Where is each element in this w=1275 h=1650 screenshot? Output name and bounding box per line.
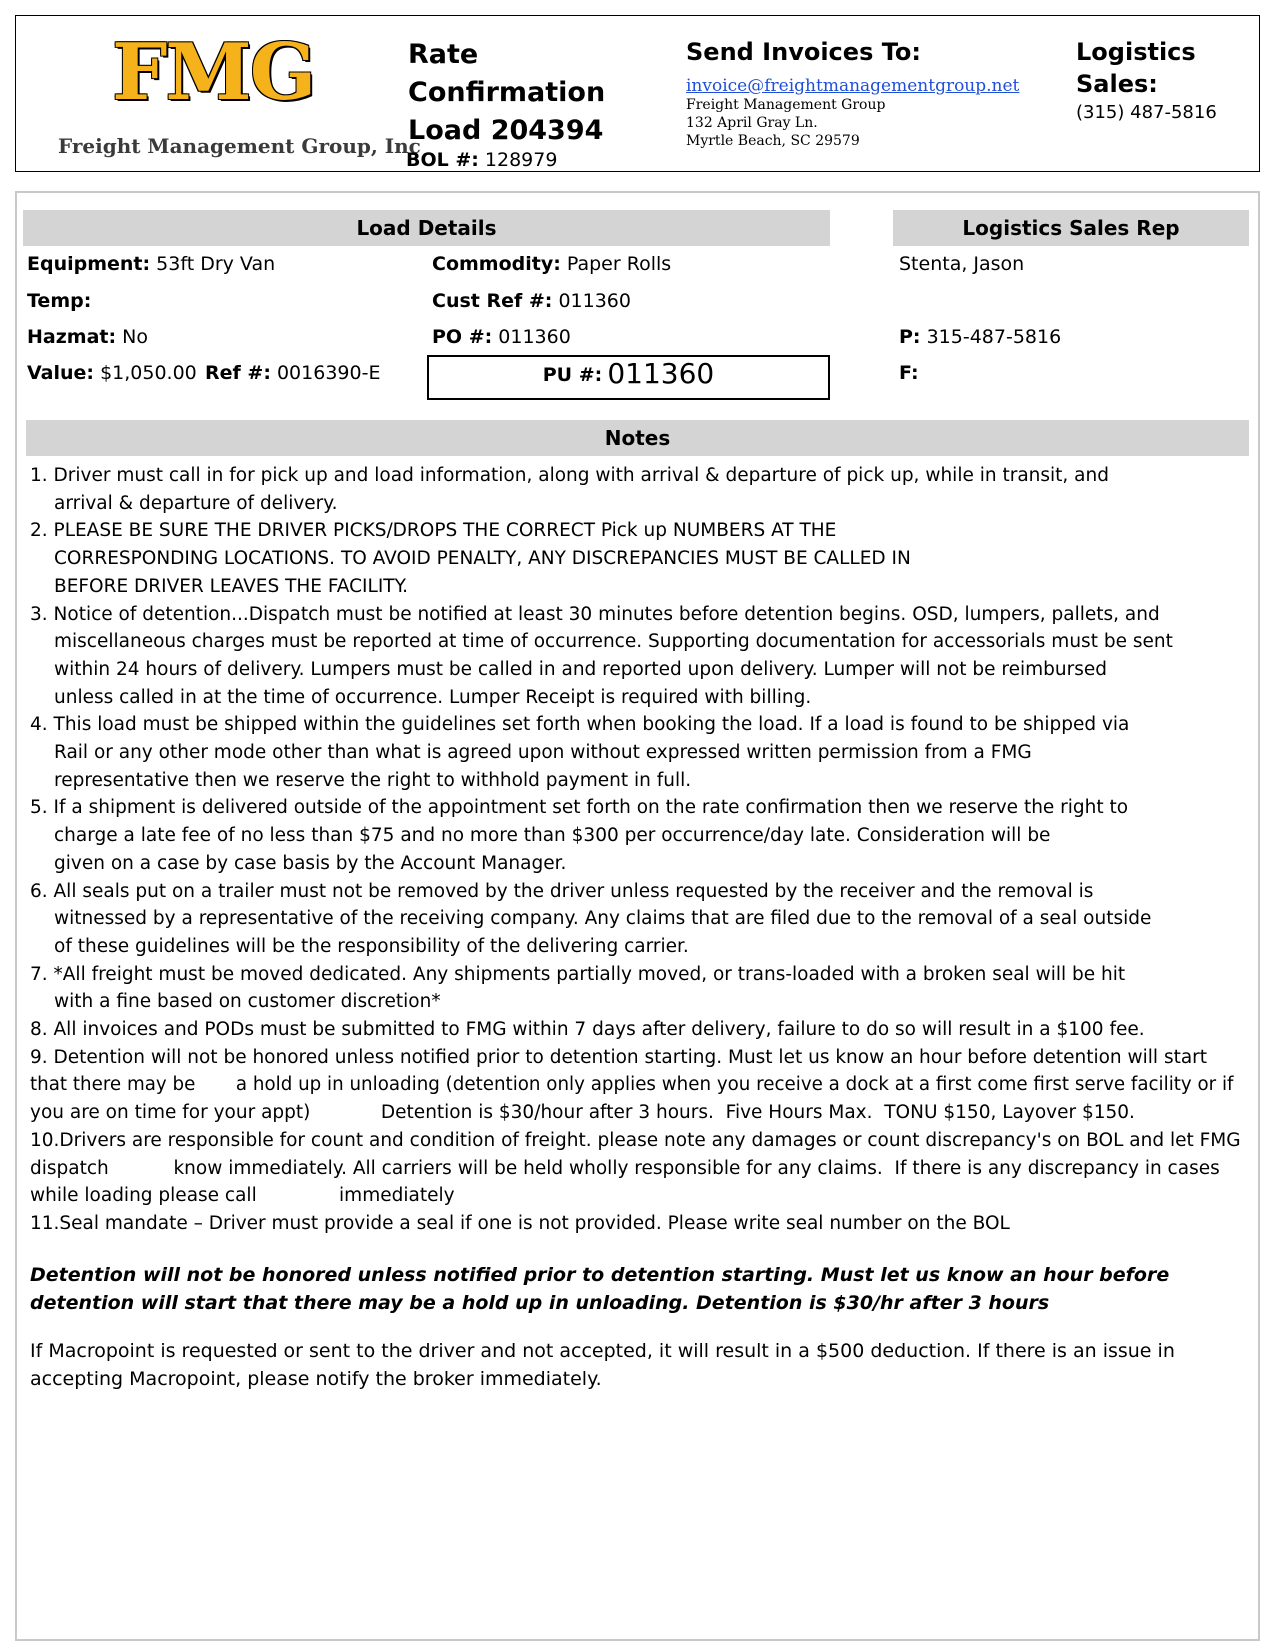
po-field [432, 326, 571, 348]
temp-field [27, 290, 91, 312]
hazmat-label: Hazmat: [27, 326, 117, 348]
equipment-field [27, 253, 275, 275]
invoice-email-link[interactable]: invoice@freightmanagementgroup.net [686, 76, 1020, 96]
commodity-field [432, 253, 671, 275]
value-field [27, 362, 197, 384]
notes-list [30, 462, 1240, 1238]
po-value: 011360 [498, 326, 571, 348]
note-3-line-3: within 24 hours of delivery. Lumpers must be called in and reported upon delivery. Lumper will not be reimbursed [54, 658, 1108, 680]
invoice-address-1: 132 April Gray Ln. [686, 115, 818, 131]
note-3-line-4: unless called in at the time of occurrence. Lumper Receipt is required with billing. [54, 686, 812, 708]
title-line-2: Load 204394 [408, 115, 604, 146]
invoice-address-2: Myrtle Beach, SC 29579 [686, 133, 860, 149]
logo-letters: FMG [112, 27, 315, 118]
notes-heading: Notes [26, 420, 1249, 456]
cust-ref-field [432, 290, 631, 312]
hazmat-field [27, 326, 148, 348]
sales-rep-name: Stenta, Jason [899, 253, 1025, 275]
note-3-line-1: 3. Notice of detention...Dispatch must be notified at least 30 minutes before detention begins. OSD, lumpers, pallets, and [30, 603, 1160, 625]
logo-company-name: Freight Management Group, Inc [58, 134, 421, 158]
invoice-block [686, 36, 1020, 150]
note-10-line-3: while loading please call immediately [30, 1185, 455, 1207]
note-4-line-1: 4. This load must be shipped within the guidelines set forth when booking the load. If a load is found to be shipped via [30, 714, 1130, 736]
note-4-line-2: Rail or any other mode other than what is agreed upon without expressed written permission from a FMG [54, 742, 1032, 764]
bol-number [406, 149, 557, 171]
cust-ref-value: 011360 [558, 290, 631, 312]
note-2-line-3: BEFORE DRIVER LEAVES THE FACILITY. [54, 575, 409, 597]
ref-label: Ref #: [205, 362, 271, 384]
load-details-heading: Load Details [23, 210, 830, 246]
sales-block [1076, 36, 1275, 123]
commodity-value: Paper Rolls [566, 253, 672, 275]
note-3-line-2: miscellaneous charges must be reported at time of occurrence. Supporting documentation for accessorials must be sent [54, 631, 1173, 653]
value-label: Value: [27, 362, 95, 384]
note-1-line-1: 1. Driver must call in for pick up and load information, along with arrival & departure of pick up, while in transit, and [30, 465, 1109, 486]
sales-heading: Logistics Sales: [1076, 38, 1196, 98]
note-9-line-3: you are on time for your appt) Detention is $30/hour after 3 hours. Five Hours Max. TONU $150, Layover $150. [30, 1102, 1135, 1124]
sales-rep-phone-value: 315-487-5816 [926, 326, 1062, 348]
note-5-line-2: charge a late fee of no less than $75 and no more than $300 per occurrence/day late. Consideration will be [54, 825, 1051, 847]
detention-note: Detention will not be honored unless notified prior to detention starting. Must let us know an hour before detention will start that there may be a hold up in unloading. Detention is $30/hr after 3 hours [30, 1264, 1170, 1314]
invoice-company: Freight Management Group [686, 97, 886, 113]
note-6-line-2: witnessed by a representative of the receiving company. Any claims that are filed due to the removal of a seal outside [54, 908, 1152, 930]
note-4-line-3: representative then we reserve the right to withhold payment in full. [54, 769, 692, 791]
note-6-line-3: of these guidelines will be the responsibility of the delivering carrier. [54, 935, 689, 957]
sales-rep-phone-label: P: [899, 326, 921, 348]
ref-value: 0016390-E [276, 362, 381, 384]
note-9-line-2: that there may be a hold up in unloading (detention only applies when you receive a dock at a first come first serve facility or if [30, 1074, 1234, 1096]
hazmat-value: No [122, 326, 148, 348]
temp-label: Temp: [27, 290, 92, 312]
header-box [15, 15, 1260, 172]
sales-rep-fax [899, 362, 919, 384]
note-7-line-1: 7. *All freight must be moved dedicated. Any shipments partially moved, or trans-loaded with a broken seal will be hit [30, 963, 1126, 985]
note-5-line-3: given on a case by case basis by the Account Manager. [54, 852, 567, 874]
note-1-line-2: arrival & departure of delivery. [54, 492, 338, 514]
equipment-value: 53ft Dry Van [156, 253, 276, 275]
note-2-line-1: 2. PLEASE BE SURE THE DRIVER PICKS/DROPS THE CORRECT Pick up NUMBERS AT THE [30, 520, 837, 542]
note-2-line-2: CORRESPONDING LOCATIONS. TO AVOID PENALTY, ANY DISCREPANCIES MUST BE CALLED IN [54, 548, 911, 570]
note-7-line-2: with a fine based on customer discretion* [54, 991, 441, 1013]
pu-value: 011360 [607, 357, 715, 390]
invoices-heading: Send Invoices To: [686, 38, 921, 66]
bol-value: 128979 [484, 149, 558, 171]
macropoint-note: If Macropoint is requested or sent to the driver and not accepted, it will result in a $500 deduction. If there is an issue in accepting Macropoint, please notify the broker immediately. [30, 1340, 1175, 1390]
note-5-line-1: 5. If a shipment is delivered outside of the appointment set forth on the rate confirmation then we reserve the right to [30, 797, 1129, 819]
note-10-line-2: dispatch know immediately. All carriers will be held wholly responsible for any claims. If there is any discrepancy in cases [30, 1157, 1220, 1179]
pu-number-box [427, 355, 830, 400]
note-8: 8. All invoices and PODs must be submitted to FMG within 7 days after delivery, failure to do so will result in a $100 fee. [30, 1019, 1145, 1041]
bol-label: BOL #: [406, 149, 479, 171]
note-6-line-1: 6. All seals put on a trailer must not be removed by the driver unless requested by the receiver and the removal is [30, 880, 1094, 902]
note-9-line-1: 9. Detention will not be honored unless notified prior to detention starting. Must let us know an hour before detention will start [30, 1046, 1208, 1068]
pu-label: PU #: [542, 364, 603, 386]
sales-rep-heading: Logistics Sales Rep [893, 210, 1249, 246]
cust-ref-label: Cust Ref #: [432, 290, 553, 312]
fmg-logo [42, 27, 421, 158]
document-title [408, 36, 668, 150]
ref-field [205, 362, 380, 384]
title-line-1: Rate Confirmation [408, 39, 606, 108]
po-label: PO #: [432, 326, 493, 348]
note-10-line-1: 10.Drivers are responsible for count and condition of freight. please note any damages or count discrepancy's on BOL and let FMG [30, 1129, 1241, 1151]
equipment-label: Equipment: [27, 253, 151, 275]
note-11: 11.Seal mandate – Driver must provide a seal if one is not provided. Please write seal number on the BOL [30, 1212, 1010, 1234]
sales-phone: (315) 487-5816 [1076, 102, 1217, 123]
sales-rep-phone [899, 326, 1061, 348]
commodity-label: Commodity: [432, 253, 561, 275]
sales-rep-fax-label: F: [899, 362, 919, 384]
value-value: $1,050.00 [100, 362, 197, 384]
